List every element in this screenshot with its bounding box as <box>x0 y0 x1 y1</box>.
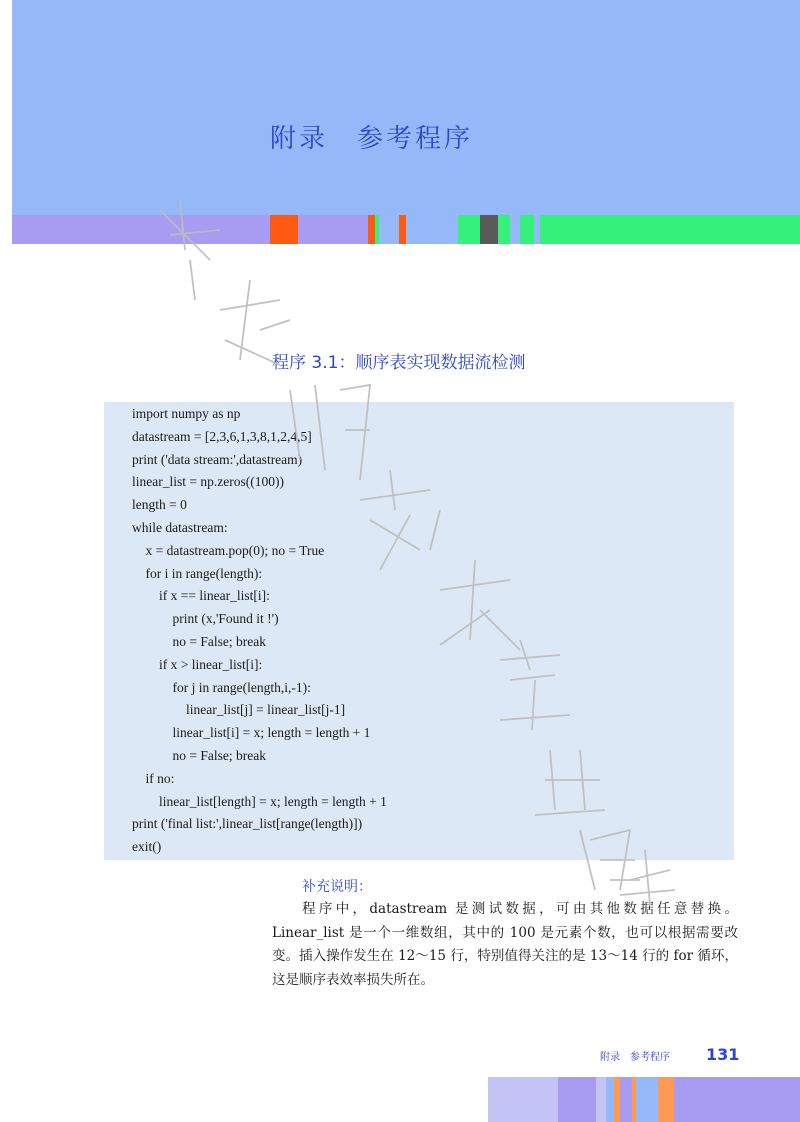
code-line: if x > linear_list[i]: <box>132 656 263 672</box>
code-line: if no: <box>132 770 175 786</box>
code-line: linear_list[length] = x; length = length + 1 <box>132 793 387 809</box>
code-line: print ('final list:',linear_list[range(length)]) <box>132 816 363 832</box>
chapter-title: 附录 参考程序 <box>270 124 474 154</box>
code-line: for j in range(length,i,-1): <box>132 679 311 695</box>
code-line: x = datastream.pop(0); no = True <box>132 542 325 558</box>
note-heading: 补充说明： <box>302 879 372 895</box>
program-title: 程序 3.1：顺序表实现数据流检测 <box>272 353 526 373</box>
code-line: length = 0 <box>132 497 187 513</box>
code-line: print ('data stream:',datastream) <box>132 451 303 467</box>
header-band <box>12 0 800 215</box>
page-number: 131 <box>706 1045 740 1064</box>
code-line: for i in range(length): <box>132 565 263 581</box>
note-body: 程序中，datastream 是测试数据，可由其他数据任意替换。Linear_list 是一个一维数组，其中的 100 是元素个数，也可以根据需要改变。插入操作发生在 12～15 行，特别值得关注的是 13～14 行的 for 循环，这是顺序表效率损失所在。 <box>272 901 738 988</box>
code-line: linear_list = np.zeros((100)) <box>132 474 284 490</box>
code-line: print (x,'Found it !') <box>132 611 279 627</box>
code-line: no = False; break <box>132 747 266 763</box>
code-line: exit() <box>132 839 162 855</box>
code-line: if x == linear_list[i]: <box>132 588 270 604</box>
code-listing <box>132 403 387 859</box>
footer-section-label: 附录 参考程序 <box>600 1052 670 1063</box>
code-line: linear_list[i] = x; length = length + 1 <box>132 725 371 741</box>
code-line: import numpy as np <box>132 406 241 421</box>
code-line: linear_list[j] = linear_list[j-1] <box>132 702 346 718</box>
code-line: no = False; break <box>132 633 266 649</box>
code-line: while datastream: <box>132 519 228 535</box>
code-line: datastream = [2,3,6,1,3,8,1,2,4,5] <box>132 428 312 444</box>
